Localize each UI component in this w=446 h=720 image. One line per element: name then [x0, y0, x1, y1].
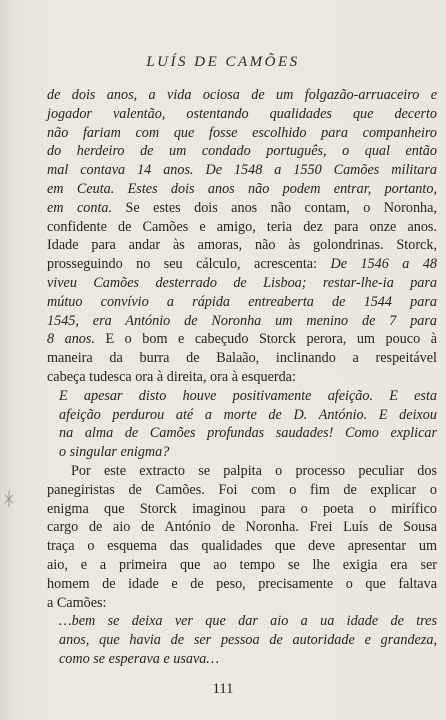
text-line — [47, 180, 437, 199]
text-run: como se esperava e usava… — [59, 650, 219, 667]
text-run: de dois anos, a vida ociosa de um folgazão-arruaceiro e — [47, 87, 437, 103]
text-line — [47, 236, 437, 255]
margin-pencil-mark — [3, 490, 15, 508]
text-line — [47, 105, 437, 124]
text-run: Se estes dois anos não contam, o Noronha, — [112, 199, 437, 216]
text-line — [47, 330, 437, 349]
text-run: homem de idade e de peso, precisamente o que faltava — [47, 575, 437, 592]
text-line — [47, 255, 437, 274]
text-line — [47, 368, 437, 387]
text-run: mútuo convívio a rápida entreaberta de 1544 para — [47, 293, 437, 310]
text-run: do herdeiro de um condado português, o qual então — [47, 143, 437, 160]
text-line — [47, 424, 437, 443]
text-line — [47, 312, 437, 331]
block-quote — [47, 387, 437, 462]
text-run: prosseguindo no seu cálculo, acrescenta: — [47, 256, 331, 273]
text-line — [47, 86, 437, 105]
text-run: traça o esquema das qualidades que deve apresentar um — [47, 538, 437, 555]
text-line — [47, 218, 437, 237]
text-line — [47, 631, 437, 650]
text-run: aio, e a primeira que ao tempo se lhe exigia era ser — [47, 556, 437, 573]
paragraph — [47, 86, 437, 387]
text-line — [47, 575, 437, 594]
text-line — [47, 462, 437, 481]
text-line — [47, 142, 437, 161]
text-run: anos, que havia de ser pessoa de autoridade e grandeza, — [59, 632, 437, 649]
block-quote — [47, 612, 437, 668]
text-line — [47, 161, 437, 180]
text-run: mal contava 14 anos. De 1548 a 1550 Camões militara — [47, 162, 437, 179]
text-line — [47, 650, 437, 669]
text-run: viveu Camões desterrado de Lisboa; restar-lhe-ia para — [47, 274, 437, 291]
text-run: Idade para andar às amoras, não às golondrinas. Storck, — [47, 237, 437, 254]
text-line — [47, 199, 437, 218]
text-run: não fariam com que fosse escolhido para companheiro — [47, 124, 437, 141]
text-line — [47, 124, 437, 143]
paragraph — [47, 462, 437, 612]
text-line — [47, 349, 437, 368]
text-run: panegiristas de Camões. Foi com o fim de explicar o — [47, 481, 437, 498]
text-line — [47, 274, 437, 293]
text-run: confidente de Camões e amigo, teria dez para onze anos. — [47, 218, 437, 235]
text-line — [47, 443, 437, 462]
page-body-text — [47, 86, 437, 669]
text-run: De 1546 a 48 — [330, 256, 438, 273]
text-line — [47, 518, 437, 537]
text-run: …bem se deixa ver que dar aio a ua idade de tres — [59, 613, 437, 630]
text-run: o singular enigma? — [59, 444, 170, 461]
text-run: afeição perdurou até a morte de D. António. E deixou — [59, 406, 437, 423]
text-run: 8 anos. — [47, 331, 95, 348]
text-run: em conta. — [47, 199, 113, 216]
text-run: na alma de Camões profundas saudades! Como explicar — [59, 425, 437, 442]
text-line — [47, 293, 437, 312]
text-run: 1545, era António de Noronha um menino de 7 para — [47, 312, 437, 329]
text-run: em Ceuta. Estes dois anos não podem entrar, portanto, — [47, 180, 437, 197]
text-run: a Camões: — [47, 594, 107, 611]
text-line — [47, 387, 437, 406]
text-run: Por este extracto se palpita o processo peculiar dos — [71, 462, 437, 479]
text-run: E o bom e cabeçudo Storck perora, um pouco à — [94, 331, 437, 348]
text-run: cabeça tudesca ora à direita, ora à esquerda: — [47, 368, 296, 385]
running-header: LUÍS DE CAMÕES — [146, 54, 300, 70]
text-run: maneira da burra de Balaão, inclinando a respeitável — [47, 350, 437, 367]
text-run: jogador valentão, ostentando qualidades que decerto — [47, 105, 437, 122]
text-run: cargo de aio de António de Noronha. Frei Luís de Sousa — [47, 519, 437, 536]
text-line — [47, 612, 437, 631]
text-run: E apesar disto houve positivamente afeição. E esta — [59, 387, 437, 404]
text-line — [47, 594, 437, 613]
text-line — [47, 537, 437, 556]
page-number: 111 — [212, 681, 234, 697]
text-line — [47, 406, 437, 425]
text-run: enigma que Storck imaginou para o poeta o mirífico — [47, 500, 437, 517]
text-line — [47, 481, 437, 500]
text-line — [47, 500, 437, 519]
text-line — [47, 556, 437, 575]
